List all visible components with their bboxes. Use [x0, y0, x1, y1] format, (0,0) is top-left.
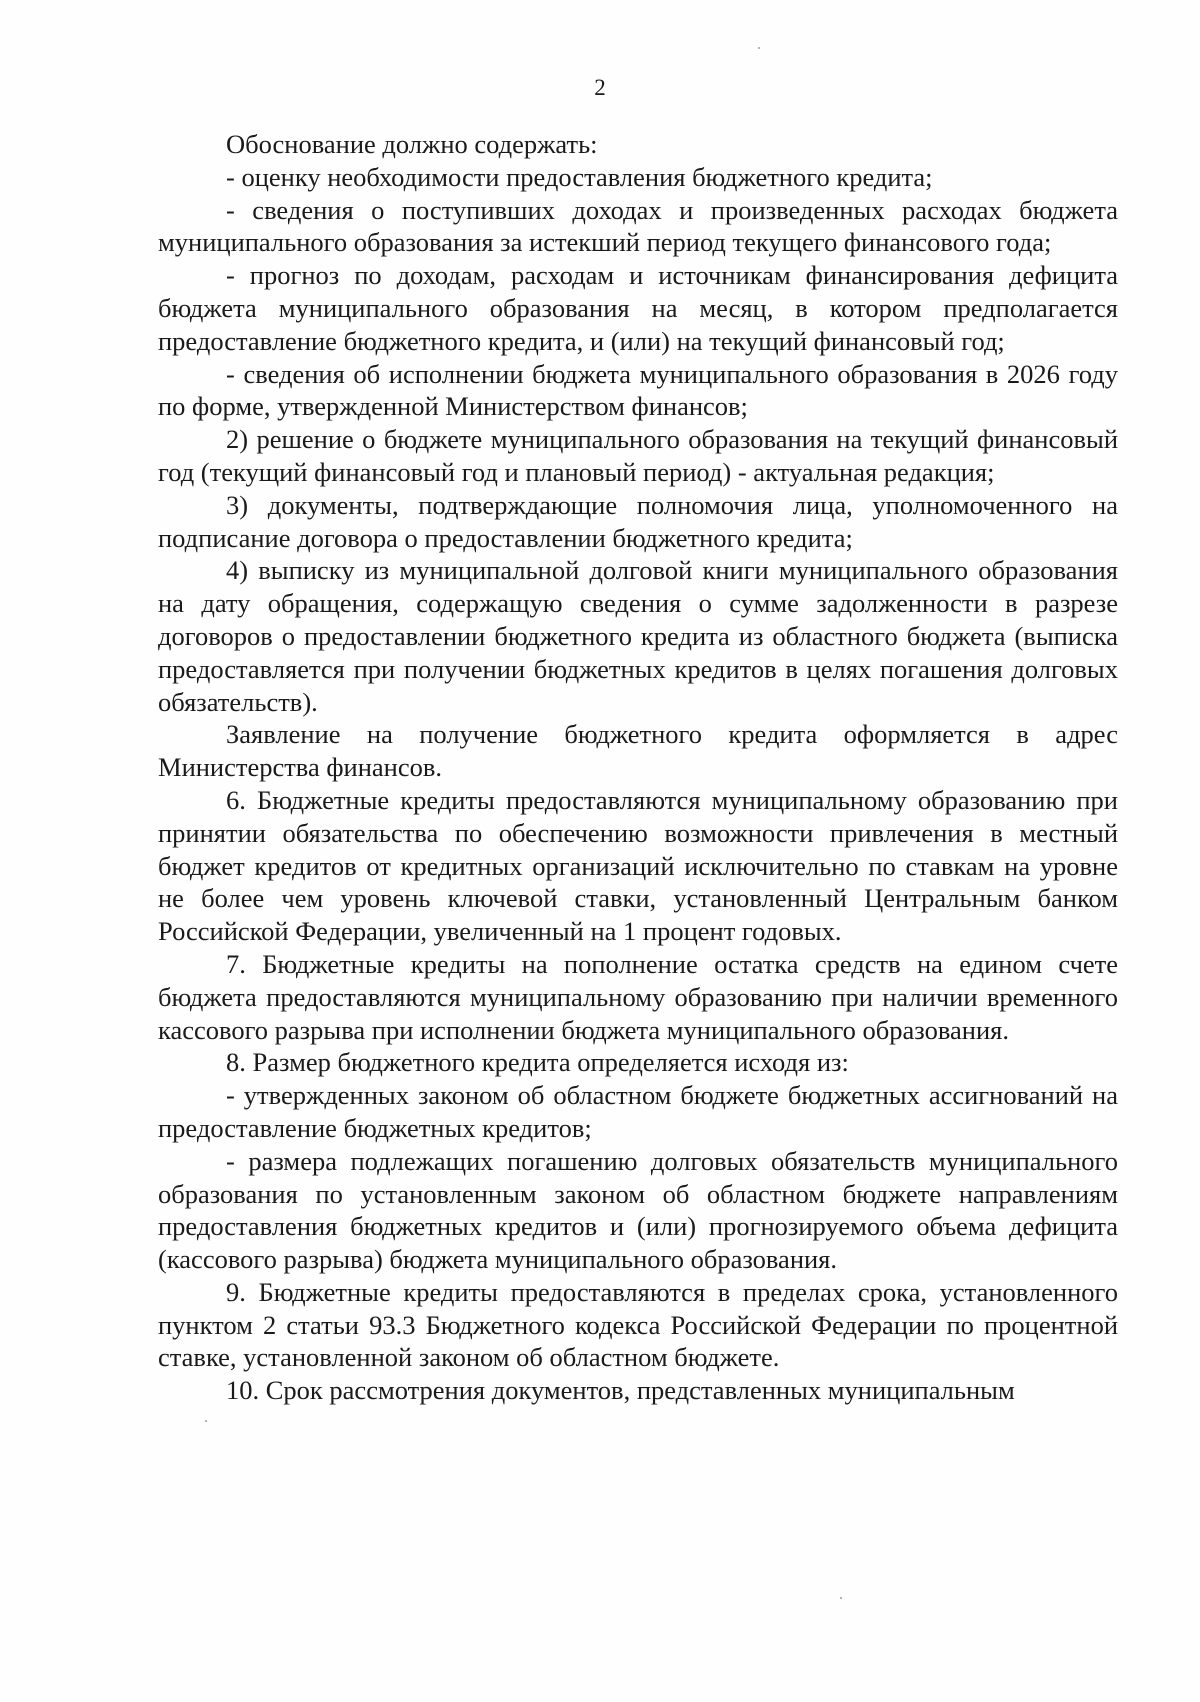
paragraph-item-4: 4) выписку из муниципальной долговой книги муниципального образования на дату обращения, содержащую сведения о сумме задолженности в разрезе договоров о предоставлении бюджетного кредита из областного бюджета (выписка предоставляется при получении бюджетных кредитов в целях погашения долговых обязательств). [158, 555, 1118, 717]
paragraph-justification-intro: Обоснование должно содержать: [226, 129, 598, 159]
paragraph-item-10: 10. Срок рассмотрения документов, представленных муниципальным [226, 1375, 1015, 1406]
paragraph-item-8: 8. Размер бюджетного кредита определяется исходя из: [226, 1047, 849, 1078]
paragraph-application: Заявление на получение бюджетного кредита оформляется в адрес Министерства финансов. [158, 719, 1118, 783]
paragraph-income-expense-info: - сведения о поступивших доходах и произведенных расходах бюджета муниципального образования за истекший период текущего финансового года; [158, 194, 1118, 258]
paragraph-execution-info: - сведения об исполнении бюджета муниципального образования в 2026 году по форме, утвержденной Министерством финансов; [158, 358, 1118, 422]
paragraph-forecast: - прогноз по доходам, расходам и источникам финансирования дефицита бюджета муниципального образования на месяц, в котором предполагается предоставление бюджетного кредита, и (или) на текущий финансовый год; [158, 260, 1118, 356]
paragraph-item-3: 3) документы, подтверждающие полномочия лица, уполномоченного на подписание договора о предоставлении бюджетного кредита; [158, 489, 1118, 553]
paragraph-item-2: 2) решение о бюджете муниципального образования на текущий финансовый год (текущий финансовый год и плановый период) - актуальная редакция; [158, 424, 1118, 487]
page-number: 2 [594, 75, 606, 100]
paragraph-item-8-size: - размера подлежащих погашению долговых обязательств муниципального образования по установленным законом об областном бюджете направлениям предоставления бюджетных кредитов и (или) прогнозируемого объема дефицита (кассового разрыва) бюджета муниципального образования. [158, 1145, 1118, 1275]
document-body [158, 128, 1118, 1407]
scan-speck [840, 1597, 842, 1599]
paragraph-item-6: 6. Бюджетные кредиты предоставляются муниципальному образованию при принятии обязательства по обеспечению возможности привлечения в местный бюджет кредитов от кредитных организаций исключительно по ставкам на уровне не более чем уровень ключевой ставки, установленный Центральным банком Российской Федерации, увеличенный на 1 процент годовых. [158, 784, 1118, 947]
scan-speck [205, 1420, 207, 1422]
paragraph-item-9: 9. Бюджетные кредиты предоставляются в пределах срока, установленного пунктом 2 статьи 93.3 Бюджетного кодекса Российской Федерации по процентной ставке, установленной законом об областном бюджете. [158, 1276, 1118, 1373]
paragraph-need-assessment: - оценку необходимости предоставления бюджетного кредита; [226, 161, 933, 192]
paragraph-item-7: 7. Бюджетные кредиты на пополнение остатка средств на едином счете бюджета предоставляются муниципальному образованию при наличии временного кассового разрыва при исполнении бюджета муниципального образования. [158, 948, 1118, 1045]
paragraph-item-8-approved: - утвержденных законом об областном бюджете бюджетных ассигнований на предоставление бюджетных кредитов; [158, 1080, 1118, 1143]
scan-speck [758, 47, 760, 49]
